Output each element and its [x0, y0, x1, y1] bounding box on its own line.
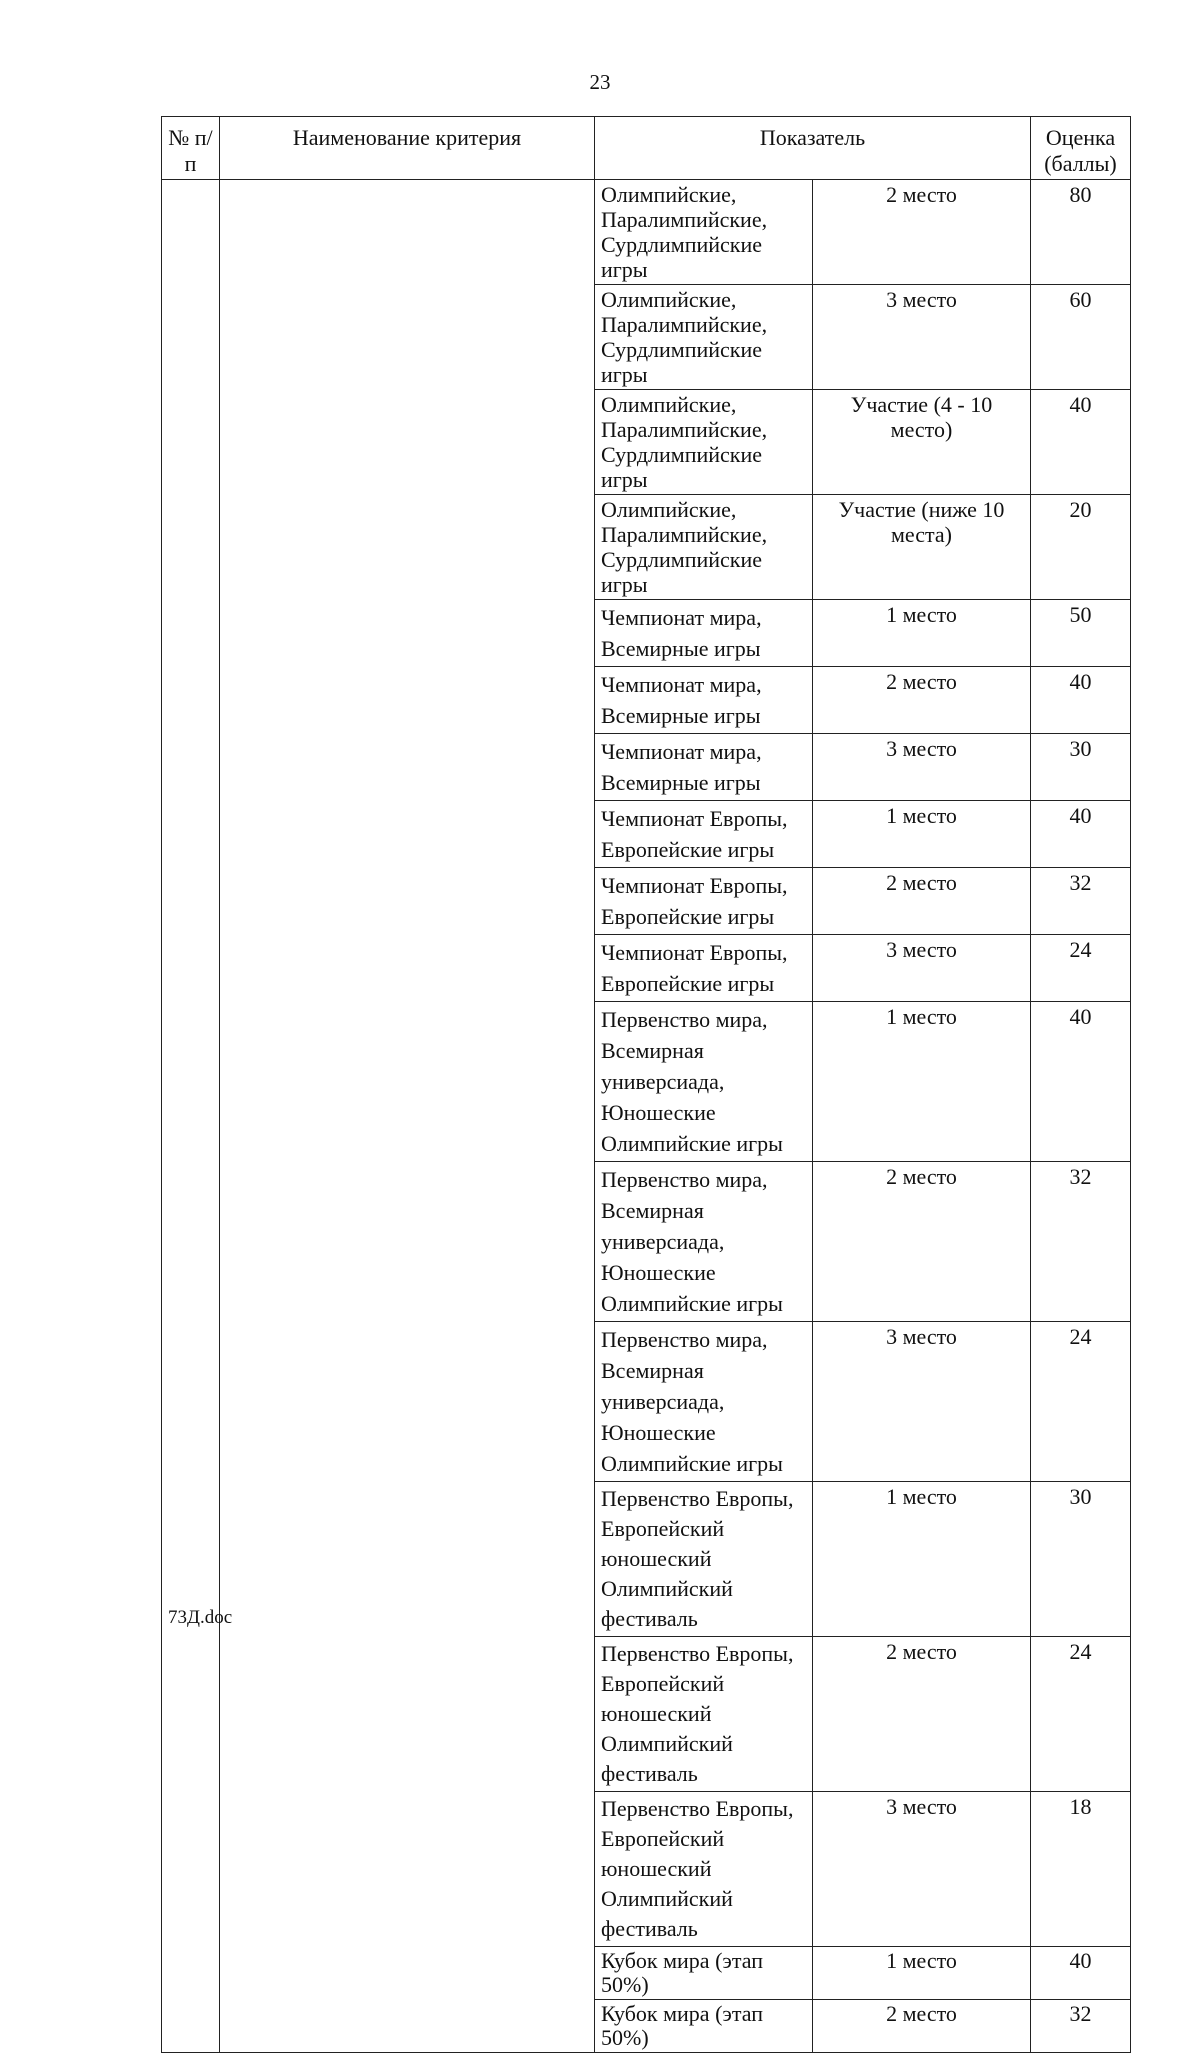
score-value: 32 [1031, 868, 1131, 935]
score-value: 20 [1031, 495, 1131, 600]
indicator-name: Олимпийские, Паралимпийские, Сурдлимпийские игры [595, 285, 813, 390]
score-value: 24 [1031, 1637, 1131, 1792]
indicator-place: 2 место [813, 180, 1031, 285]
score-value: 40 [1031, 1947, 1131, 2000]
score-value: 40 [1031, 801, 1131, 868]
table-header-row [162, 117, 1131, 180]
score-value: 24 [1031, 935, 1131, 1002]
header-score: Оценка (баллы) [1031, 117, 1131, 180]
indicator-name: Первенство мира, Всемирная универсиада, Юношеские Олимпийские игры [595, 1002, 813, 1162]
score-value: 24 [1031, 1322, 1131, 1482]
indicator-place: 3 место [813, 734, 1031, 801]
indicator-place: 1 место [813, 801, 1031, 868]
indicator-name: Чемпионат Европы, Европейские игры [595, 868, 813, 935]
indicator-name: Первенство мира, Всемирная универсиада, Юношеские Олимпийские игры [595, 1162, 813, 1322]
indicator-name: Кубок мира (этап 50%) [595, 2000, 813, 2053]
document-footer-filename: 73Д.doc [168, 1607, 233, 1628]
header-criterion-name: Наименование критерия [220, 117, 595, 180]
indicator-name: Олимпийские, Паралимпийские, Сурдлимпийские игры [595, 495, 813, 600]
indicator-place: 3 место [813, 1792, 1031, 1947]
indicator-place: 2 место [813, 1162, 1031, 1322]
score-value: 60 [1031, 285, 1131, 390]
score-value: 40 [1031, 667, 1131, 734]
indicator-place: 3 место [813, 935, 1031, 1002]
page-number: 23 [589, 70, 611, 94]
indicator-place: Участие (ниже 10 места) [813, 495, 1031, 600]
indicator-place: 3 место [813, 285, 1031, 390]
indicator-place: 3 место [813, 1322, 1031, 1482]
score-value: 32 [1031, 2000, 1131, 2053]
indicator-name: Первенство Европы, Европейский юношеский Олимпийский фестиваль [595, 1792, 813, 1947]
indicator-place: 1 место [813, 600, 1031, 667]
indicator-name: Кубок мира (этап 50%) [595, 1947, 813, 2000]
indicator-name: Первенство Европы, Европейский юношеский Олимпийский фестиваль [595, 1482, 813, 1637]
indicator-name: Чемпионат Европы, Европейские игры [595, 935, 813, 1002]
indicator-name: Чемпионат Европы, Европейские игры [595, 801, 813, 868]
table-row [162, 180, 1131, 285]
indicator-name: Первенство мира, Всемирная универсиада, Юношеские Олимпийские игры [595, 1322, 813, 1482]
indicator-place: 1 место [813, 1002, 1031, 1162]
score-value: 50 [1031, 600, 1131, 667]
header-indicator: Показатель [595, 117, 1031, 180]
indicator-place: 1 место [813, 1947, 1031, 2000]
criterion-name-cell-empty [220, 180, 595, 2053]
indicator-name: Чемпионат мира, Всемирные игры [595, 667, 813, 734]
indicator-place: 2 место [813, 667, 1031, 734]
indicator-place: 2 место [813, 1637, 1031, 1792]
score-value: 80 [1031, 180, 1131, 285]
indicator-name: Первенство Европы, Европейский юношеский Олимпийский фестиваль [595, 1637, 813, 1792]
score-value: 40 [1031, 1002, 1131, 1162]
indicator-name: Олимпийские, Паралимпийские, Сурдлимпийские игры [595, 390, 813, 495]
score-value: 18 [1031, 1792, 1131, 1947]
indicator-name: Чемпионат мира, Всемирные игры [595, 734, 813, 801]
num-cell-empty [162, 180, 220, 2053]
score-value: 30 [1031, 1482, 1131, 1637]
indicator-place: 1 место [813, 1482, 1031, 1637]
score-value: 32 [1031, 1162, 1131, 1322]
score-value: 40 [1031, 390, 1131, 495]
score-value: 30 [1031, 734, 1131, 801]
indicator-name: Чемпионат мира, Всемирные игры [595, 600, 813, 667]
indicator-place: 2 место [813, 868, 1031, 935]
criteria-table [161, 116, 1131, 2053]
indicator-name: Олимпийские, Паралимпийские, Сурдлимпийские игры [595, 180, 813, 285]
indicator-place: Участие (4 - 10 место) [813, 390, 1031, 495]
header-num: № п/п [162, 117, 220, 180]
indicator-place: 2 место [813, 2000, 1031, 2053]
